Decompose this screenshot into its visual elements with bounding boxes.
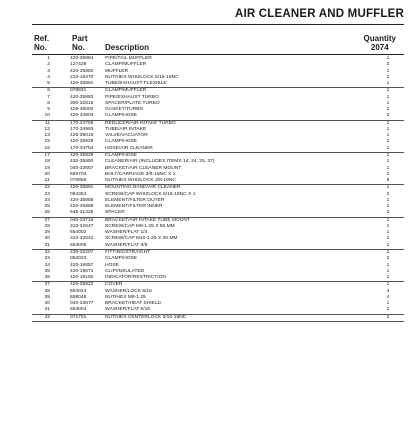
description-cell: FITTING/STRAIGHT (105, 249, 151, 255)
description-cell: PIPE/TAIL MUFFLER (105, 56, 152, 61)
ref-cell: 27 (44, 217, 50, 223)
description-cell: SCREW/CAP M10-1.25 X 40 MM (105, 236, 178, 242)
ref-cell: 40 (44, 301, 50, 307)
part-no-cell: 420-34803 (70, 113, 94, 119)
quantity-cell: 1 (386, 268, 390, 274)
quantity-cell: 2 (386, 249, 390, 255)
description-cell: HOSE/AIR CLEANER (105, 145, 153, 151)
description-cell: WASHER/FLAT 3/8 (105, 242, 148, 248)
description-header: Description (105, 43, 150, 52)
ref-cell: 6 (47, 88, 50, 94)
description-cell: SPACER (105, 210, 125, 216)
part-no-cell: 040-33677 (70, 301, 94, 307)
description-cell: ELEMENT/FILTER OUTER (105, 197, 165, 203)
ref-header-line1: Ref. (34, 34, 50, 43)
quantity-cell: 1 (386, 262, 390, 268)
part-no-cell: 420-35886 (70, 204, 94, 210)
quantity-cell: 2 (386, 307, 390, 313)
ref-cell: 29 (44, 230, 50, 236)
description-cell: INDICATOR/RESTRICTION (105, 275, 166, 281)
ref-cell: 37 (44, 282, 50, 288)
part-no-cell: 170-34754 (70, 145, 94, 151)
quantity-cell: 2 (386, 107, 390, 113)
quantity-cell: 1 (386, 197, 390, 203)
quantity-cell: 2 (386, 62, 390, 68)
part-no-cell: 420-35928 (70, 139, 94, 145)
table-row (32, 249, 404, 256)
description-cell: MOUNTING BAND/AIR CLEANER (105, 185, 181, 191)
description-cell: NUT/HEX WHIZLOCK 5/16-18NC (105, 74, 179, 80)
quantity-cell: 1 (386, 94, 390, 100)
part-no-cell: 360-32615 (70, 100, 94, 106)
qty-header-line1: Quantity (363, 34, 396, 43)
part-header-line2: No. (72, 43, 85, 52)
part-no-cell: 310-32647 (70, 223, 94, 229)
table-row (32, 314, 404, 321)
ref-cell: 33 (44, 256, 50, 262)
part-no-cell: 420-35881 (70, 81, 94, 87)
quantity-cell: 1 (386, 120, 390, 126)
table-row (32, 87, 404, 94)
quantity-cell: 1 (386, 185, 390, 191)
ref-cell: 25 (44, 204, 50, 210)
ref-cell: 21 (44, 178, 50, 184)
part-no-cell: 071701 (70, 314, 87, 320)
ref-cell: 11 (44, 120, 50, 126)
part-no-cell: 420-19671 (70, 268, 94, 274)
ref-cell: 28 (44, 223, 50, 229)
table-row (32, 184, 404, 191)
part-no-cell: 070856 (70, 178, 87, 184)
description-cell: BRACKET/AIR CLEANER MOUNT (105, 165, 182, 171)
description-cell: CLAMP/HOSE (105, 256, 138, 262)
part-no-cell: 654002 (70, 230, 87, 236)
ref-cell: 3 (47, 68, 50, 74)
description-cell: CLAMP/HOSE (105, 139, 138, 145)
part-no-cell: 420-35929 (70, 152, 94, 158)
ref-cell: 16 (44, 145, 50, 151)
ref-cell: 22 (44, 185, 50, 191)
quantity-cell: 2 (386, 256, 390, 262)
page-title: AIR CLEANER AND MUFFLER (235, 8, 404, 20)
part-no-cell: 420-18160 (70, 275, 94, 281)
ref-cell: 31 (44, 242, 50, 248)
quantity-cell: 4 (386, 288, 390, 294)
quantity-cell: 3 (386, 210, 390, 216)
quantity-cell: 1 (386, 152, 390, 158)
quantity-cell: 1 (386, 145, 390, 151)
header-rule (32, 54, 404, 55)
description-cell: CLAMP/HOSE (105, 152, 138, 158)
table-row (32, 120, 404, 127)
quantity-cell: 1 (386, 56, 390, 61)
part-no-cell: 230-32207 (70, 249, 94, 255)
description-cell: PIPE/EXHAUST TURBO (105, 94, 159, 100)
quantity-cell: 1 (386, 242, 390, 248)
part-header-line1: Part (72, 34, 88, 43)
part-no-cell: 062023 (70, 256, 87, 262)
quantity-cell: 6 (386, 178, 390, 184)
part-no-cell: 420-35884 (70, 56, 94, 61)
description-cell: CLAMP/HOSE (105, 113, 138, 119)
quantity-cell: 1 (386, 126, 390, 132)
quantity-cell: 1 (386, 165, 390, 171)
ref-cell: 18 (44, 159, 50, 165)
description-cell: CLAMP/MUFFLER (105, 88, 147, 94)
quantity-cell: 2 (386, 139, 390, 145)
quantity-cell: 1 (386, 100, 390, 106)
description-cell: BRACKET/HEAT SHIELD (105, 301, 162, 307)
quantity-cell: 1 (386, 282, 390, 288)
ref-cell: 12 (44, 126, 50, 132)
description-cell: WASHER/FLAT 1/4 (105, 230, 148, 236)
table-row (32, 281, 404, 288)
part-no-cell: 170-34755 (70, 120, 94, 126)
quantity-cell: 1 (386, 81, 390, 87)
ref-cell: 8 (47, 100, 50, 106)
ref-cell: 36 (44, 275, 50, 281)
description-cell: COVER (105, 282, 123, 288)
part-no-cell: 420-35890 (70, 159, 94, 165)
description-cell: VALVE/VACUATOR (105, 133, 148, 139)
part-no-cell: 425-35019 (70, 133, 94, 139)
quantity-cell: 2 (386, 171, 390, 177)
ref-cell: 13 (44, 133, 50, 139)
ref-cell: 34 (44, 262, 50, 268)
part-no-cell: 310-32542 (70, 236, 94, 242)
quantity-cell: 1 (386, 68, 390, 74)
description-cell: CLAMP/MUFFLER (105, 62, 147, 68)
part-no-cell: 420-35882 (70, 68, 94, 74)
quantity-cell: 4 (386, 294, 390, 300)
part-no-header (72, 34, 88, 52)
part-no-cell: 078931 (70, 88, 87, 94)
description-cell: SPACER/PLATE TURBO (105, 100, 160, 106)
ref-cell: 10 (44, 113, 50, 119)
ref-cell: 26 (44, 210, 50, 216)
ref-cell: 15 (44, 139, 50, 145)
ref-cell: 4 (47, 74, 50, 80)
description-cell: MUFFLER (105, 68, 129, 74)
ref-cell: 17 (44, 152, 50, 158)
quantity-cell: 1 (386, 275, 390, 281)
ref-no-header (34, 34, 49, 52)
ref-cell: 1 (47, 56, 50, 61)
description-cell: NUT/HEX WHIZLOCK 3/8-16NC (105, 178, 176, 184)
description-cell: BRACKET/AIR INTAKE TUBE MOUNT (105, 217, 190, 223)
quantity-cell: 1 (386, 223, 390, 229)
part-no-cell: 127428 (70, 62, 87, 68)
part-no-cell: 064354 (70, 191, 87, 197)
description-cell: CLEANER/AIR (INCLUDES ITEMS 14, 24, 25, 37) (105, 159, 215, 165)
part-no-cell: 545-31425 (70, 210, 94, 216)
part-no-cell: 654024 (70, 288, 87, 294)
part-no-cell: 420-35885 (70, 197, 94, 203)
quantity-cell: 1 (386, 230, 390, 236)
part-no-cell: 654004 (70, 307, 87, 313)
description-cell: REDUCER/AIR INTAKE TURBO (105, 120, 176, 126)
description-cell: TUBE/EXHAUST FLEXIBLE (105, 81, 167, 87)
description-cell: SCREW/CAP M8-1.25 X 65 MM (105, 223, 175, 229)
part-no-cell: 420-16857 (70, 262, 94, 268)
qty-header-line2: 2074 (370, 43, 389, 52)
table-row (32, 217, 404, 224)
description-cell: NUT/HEX CENTERLOCK 5/16-18NC (105, 314, 187, 320)
part-no-cell: 654006 (70, 242, 87, 248)
ref-cell: 5 (47, 81, 50, 87)
ref-cell: 9 (47, 107, 50, 113)
ref-cell: 42 (44, 314, 50, 320)
description-cell: BOLT/CARRIAGE 3/8-16NC X 1 (105, 171, 176, 177)
description-cell: HOSE (105, 262, 119, 268)
quantity-cell: 1 (386, 204, 390, 210)
ref-cell: 41 (44, 307, 50, 313)
part-no-cell: 040-33719 (70, 217, 94, 223)
part-no-cell: 420-35883 (70, 94, 94, 100)
ref-cell: 7 (47, 94, 50, 100)
description-cell: WASHER/FLAT 5/16 (105, 307, 151, 313)
ref-cell: 39 (44, 294, 50, 300)
description-cell: TUBE/AIR INTAKE (105, 126, 147, 132)
part-no-cell: 658048 (70, 294, 87, 300)
ref-cell: 20 (44, 171, 50, 177)
quantity-cell: 1 (386, 236, 390, 242)
quantity-cell: 1 (386, 301, 390, 307)
description-cell: ELEMENT/FILTER INNER (105, 204, 163, 210)
part-no-cell: 040-33657 (70, 165, 94, 171)
part-no-cell: 650704 (70, 171, 87, 177)
description-cell: WASHER/LOCK 5/16 (105, 288, 152, 294)
ref-cell: 2 (47, 62, 50, 68)
quantity-cell: 2 (386, 191, 390, 197)
part-no-cell: 210-19470 (70, 74, 94, 80)
quantity-cell: 1 (386, 88, 390, 94)
ref-cell: 30 (44, 236, 50, 242)
quantity-cell: 2 (386, 74, 390, 80)
parts-table (32, 56, 404, 322)
part-no-cell: 425-36002 (70, 107, 94, 113)
ref-header-line2: No. (34, 43, 47, 52)
title-rule (32, 24, 404, 25)
quantity-cell: 1 (386, 159, 390, 165)
ref-cell: 23 (44, 191, 50, 197)
part-no-cell: 420-35922 (70, 282, 94, 288)
description-cell: CLIP/INSULATED (105, 268, 145, 274)
quantity-cell: 1 (386, 217, 390, 223)
ref-cell: 35 (44, 268, 50, 274)
description-cell: NUT/HEX M8-1.25 (105, 294, 146, 300)
quantity-cell: 2 (386, 314, 390, 320)
ref-cell: 32 (44, 249, 50, 255)
quantity-header (364, 34, 396, 52)
ref-cell: 38 (44, 288, 50, 294)
quantity-cell: 3 (386, 113, 390, 119)
ref-cell: 19 (44, 165, 50, 171)
description-cell: GASKET/TURBO (105, 107, 144, 113)
part-no-cell: 420-35881 (70, 185, 94, 191)
table-bottom-rule (32, 321, 404, 322)
ref-cell: 24 (44, 197, 50, 203)
quantity-cell: 1 (386, 133, 390, 139)
description-cell: SCREW/CAP WHIZLOCK 5/16-18NC X 1 (105, 191, 196, 197)
part-no-cell: 170-34993 (70, 126, 94, 132)
